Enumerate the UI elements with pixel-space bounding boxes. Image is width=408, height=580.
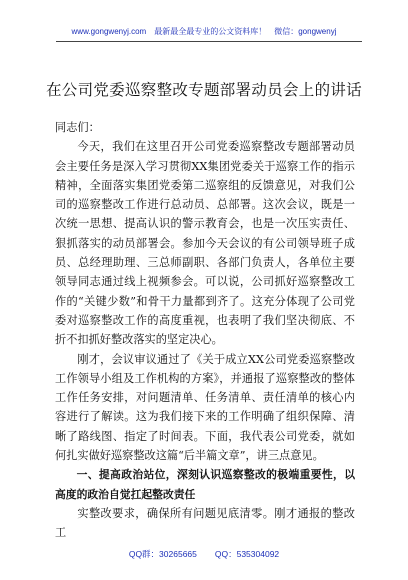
page-header bbox=[0, 26, 408, 37]
body-paragraph-3: 实整改要求，确保所有问题见底清零。刚才通报的整改工 bbox=[55, 506, 355, 540]
section-heading-1: 一、提高政治站位，深刻认识巡察整改的极端重要性，以高度的政治自觉扛起整改责任 bbox=[55, 468, 355, 501]
document-body bbox=[55, 118, 355, 543]
document-title: 在公司党委巡察整改专题部署动员会上的讲话 bbox=[45, 81, 362, 99]
header-wechat: 微信：gongwenyj bbox=[274, 27, 337, 36]
site-url[interactable]: www.gongwenyj.com bbox=[71, 27, 147, 36]
footer-qq-group: QQ群：30265665 bbox=[128, 549, 197, 559]
page-footer bbox=[0, 548, 408, 560]
footer-qq: QQ：535304092 bbox=[214, 549, 280, 559]
header-divider bbox=[56, 41, 362, 42]
salutation: 同志们： bbox=[55, 121, 100, 134]
body-paragraph-2: 刚才，会议审议通过了《关于成立XX公司党委巡察整改工作领导小组及工作机构的方案》，并通报了巡察整改的整体工作任务安排，对问题清单、任务清单、责任清单的核心内容进行了解读。这为我们接下来的工作明确了组织保障、清晰了路线图、指定了时间表。下面，我代表公司党委，就如何扎实做好巡察整改这篇“后半篇文章”，讲三点意见。 bbox=[55, 352, 355, 463]
body-paragraph-1: 今天，我们在这里召开公司党委巡察整改专题部署动员会主要任务是深入学习贯彻XX集团党委关于巡察工作的指示精神，全面落实集团党委第二巡察组的反馈意见，对我们公司的巡察整改工作进行总动员、总部署。这次会议，既是一次统一思想、提高认识的警示教育会，也是一次压实责任、狠抓落实的动员部署会。参加今天会议的有公司领导班子成员、总经理助理、三总师副职、各部门负责人，各单位主要领导同志通过线上视频参会。可以说，公司抓好巡察整改工作的“关键少数”和骨干力量都到齐了。这充分体现了公司党委对巡察整改工作的高度重视，也表明了我们坚决彻底、不折不扣抓好整改落实的坚定决心。 bbox=[55, 140, 355, 347]
header-slogan: 最新最全最专业的公文资料库！ bbox=[154, 27, 267, 36]
